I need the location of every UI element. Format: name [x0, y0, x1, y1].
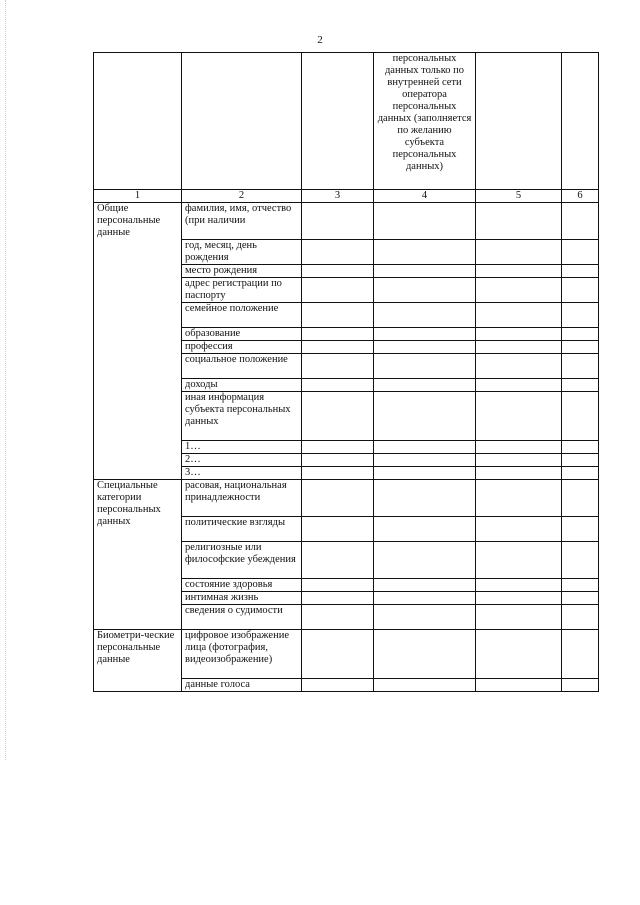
- blank-cell: [562, 203, 599, 240]
- blank-cell: [374, 303, 476, 328]
- blank-cell: [476, 392, 562, 441]
- blank-cell: [562, 265, 599, 278]
- blank-cell: [374, 240, 476, 265]
- item-cell: политические взгляды: [182, 517, 302, 542]
- blank-cell: [302, 679, 374, 692]
- column-number-row: [94, 190, 599, 203]
- blank-cell: [302, 265, 374, 278]
- item-cell: сведения о судимости: [182, 605, 302, 630]
- blank-cell: [562, 605, 599, 630]
- blank-cell: [302, 303, 374, 328]
- blank-cell: [476, 480, 562, 517]
- blank-cell: [562, 579, 599, 592]
- blank-cell: [374, 542, 476, 579]
- blank-cell: [562, 679, 599, 692]
- item-cell: интимная жизнь: [182, 592, 302, 605]
- blank-cell: [302, 278, 374, 303]
- column-number: 6: [562, 190, 599, 203]
- blank-cell: [374, 354, 476, 379]
- blank-cell: [476, 303, 562, 328]
- blank-cell: [374, 441, 476, 454]
- blank-cell: [562, 379, 599, 392]
- blank-cell: [476, 579, 562, 592]
- item-cell: адрес регистрации по паспорту: [182, 278, 302, 303]
- item-cell: иная информация субъекта персональных данных: [182, 392, 302, 441]
- blank-cell: [374, 278, 476, 303]
- blank-cell: [476, 630, 562, 679]
- blank-cell: [476, 341, 562, 354]
- blank-cell: [476, 328, 562, 341]
- sub-item-cell: 2…: [182, 454, 302, 467]
- table-row: [94, 203, 599, 240]
- blank-cell: [302, 441, 374, 454]
- blank-cell: [562, 467, 599, 480]
- item-cell: социальное положение: [182, 354, 302, 379]
- item-cell: образование: [182, 328, 302, 341]
- blank-cell: [374, 392, 476, 441]
- blank-cell: [562, 592, 599, 605]
- blank-cell: [562, 542, 599, 579]
- blank-cell: [374, 328, 476, 341]
- blank-cell: [476, 441, 562, 454]
- blank-cell: [476, 379, 562, 392]
- blank-cell: [374, 341, 476, 354]
- item-cell: профессия: [182, 341, 302, 354]
- blank-cell: [374, 265, 476, 278]
- blank-cell: [374, 480, 476, 517]
- blank-cell: [476, 265, 562, 278]
- blank-cell: [302, 605, 374, 630]
- blank-cell: [374, 592, 476, 605]
- blank-cell: [374, 579, 476, 592]
- blank-cell: [374, 379, 476, 392]
- blank-cell: [302, 630, 374, 679]
- column-number: 3: [302, 190, 374, 203]
- consent-table: [93, 52, 599, 692]
- column-number: 1: [94, 190, 182, 203]
- header-cell-4: персональных данных только по внутренней сети оператора персональных данных (заполняется по желанию субъекта персональных данных): [374, 53, 476, 190]
- blank-cell: [302, 517, 374, 542]
- item-cell: цифровое изображение лица (фотография, видеоизображение): [182, 630, 302, 679]
- blank-cell: [374, 605, 476, 630]
- page-number: 2: [317, 34, 323, 46]
- blank-cell: [374, 467, 476, 480]
- category-special: Специальные категории персональных данных: [94, 480, 182, 630]
- blank-cell: [374, 679, 476, 692]
- item-cell: семейное положение: [182, 303, 302, 328]
- blank-cell: [476, 278, 562, 303]
- blank-cell: [476, 203, 562, 240]
- column-number: 2: [182, 190, 302, 203]
- category-biometric: Биометри-ческие персональные данные: [94, 630, 182, 692]
- blank-cell: [562, 328, 599, 341]
- category-general: Общие персональные данные: [94, 203, 182, 480]
- blank-cell: [476, 542, 562, 579]
- blank-cell: [302, 240, 374, 265]
- table-row: [94, 630, 599, 679]
- item-cell: место рождения: [182, 265, 302, 278]
- blank-cell: [302, 467, 374, 480]
- column-number: 4: [374, 190, 476, 203]
- item-cell: год, месяц, день рождения: [182, 240, 302, 265]
- blank-cell: [374, 454, 476, 467]
- blank-cell: [562, 517, 599, 542]
- blank-cell: [562, 630, 599, 679]
- blank-cell: [302, 542, 374, 579]
- blank-cell: [476, 240, 562, 265]
- blank-cell: [476, 354, 562, 379]
- blank-cell: [476, 592, 562, 605]
- blank-cell: [302, 354, 374, 379]
- header-cell-5: [476, 53, 562, 190]
- blank-cell: [562, 240, 599, 265]
- blank-cell: [302, 579, 374, 592]
- blank-cell: [562, 454, 599, 467]
- blank-cell: [476, 454, 562, 467]
- blank-cell: [562, 278, 599, 303]
- item-cell: религиозные или философские убеждения: [182, 542, 302, 579]
- blank-cell: [562, 354, 599, 379]
- blank-cell: [302, 480, 374, 517]
- sub-item-cell: 1…: [182, 441, 302, 454]
- blank-cell: [562, 392, 599, 441]
- item-cell: данные голоса: [182, 679, 302, 692]
- blank-cell: [302, 592, 374, 605]
- blank-cell: [302, 454, 374, 467]
- sub-item-cell: 3…: [182, 467, 302, 480]
- blank-cell: [562, 303, 599, 328]
- blank-cell: [562, 341, 599, 354]
- blank-cell: [476, 679, 562, 692]
- item-cell: состояние здоровья: [182, 579, 302, 592]
- item-cell: доходы: [182, 379, 302, 392]
- column-number: 5: [476, 190, 562, 203]
- header-cell-6: [562, 53, 599, 190]
- blank-cell: [562, 441, 599, 454]
- blank-cell: [476, 605, 562, 630]
- scan-margin-marks: [5, 0, 10, 760]
- header-row: [94, 53, 599, 190]
- blank-cell: [302, 341, 374, 354]
- blank-cell: [302, 328, 374, 341]
- item-cell: расовая, национальная принадлежности: [182, 480, 302, 517]
- header-cell-2: [182, 53, 302, 190]
- blank-cell: [302, 392, 374, 441]
- blank-cell: [374, 517, 476, 542]
- header-cell-3: [302, 53, 374, 190]
- blank-cell: [302, 203, 374, 240]
- item-cell: фамилия, имя, отчество (при наличии: [182, 203, 302, 240]
- blank-cell: [302, 379, 374, 392]
- blank-cell: [562, 480, 599, 517]
- table-row: [94, 480, 599, 517]
- header-cell-1: [94, 53, 182, 190]
- blank-cell: [476, 467, 562, 480]
- blank-cell: [476, 517, 562, 542]
- blank-cell: [374, 630, 476, 679]
- blank-cell: [374, 203, 476, 240]
